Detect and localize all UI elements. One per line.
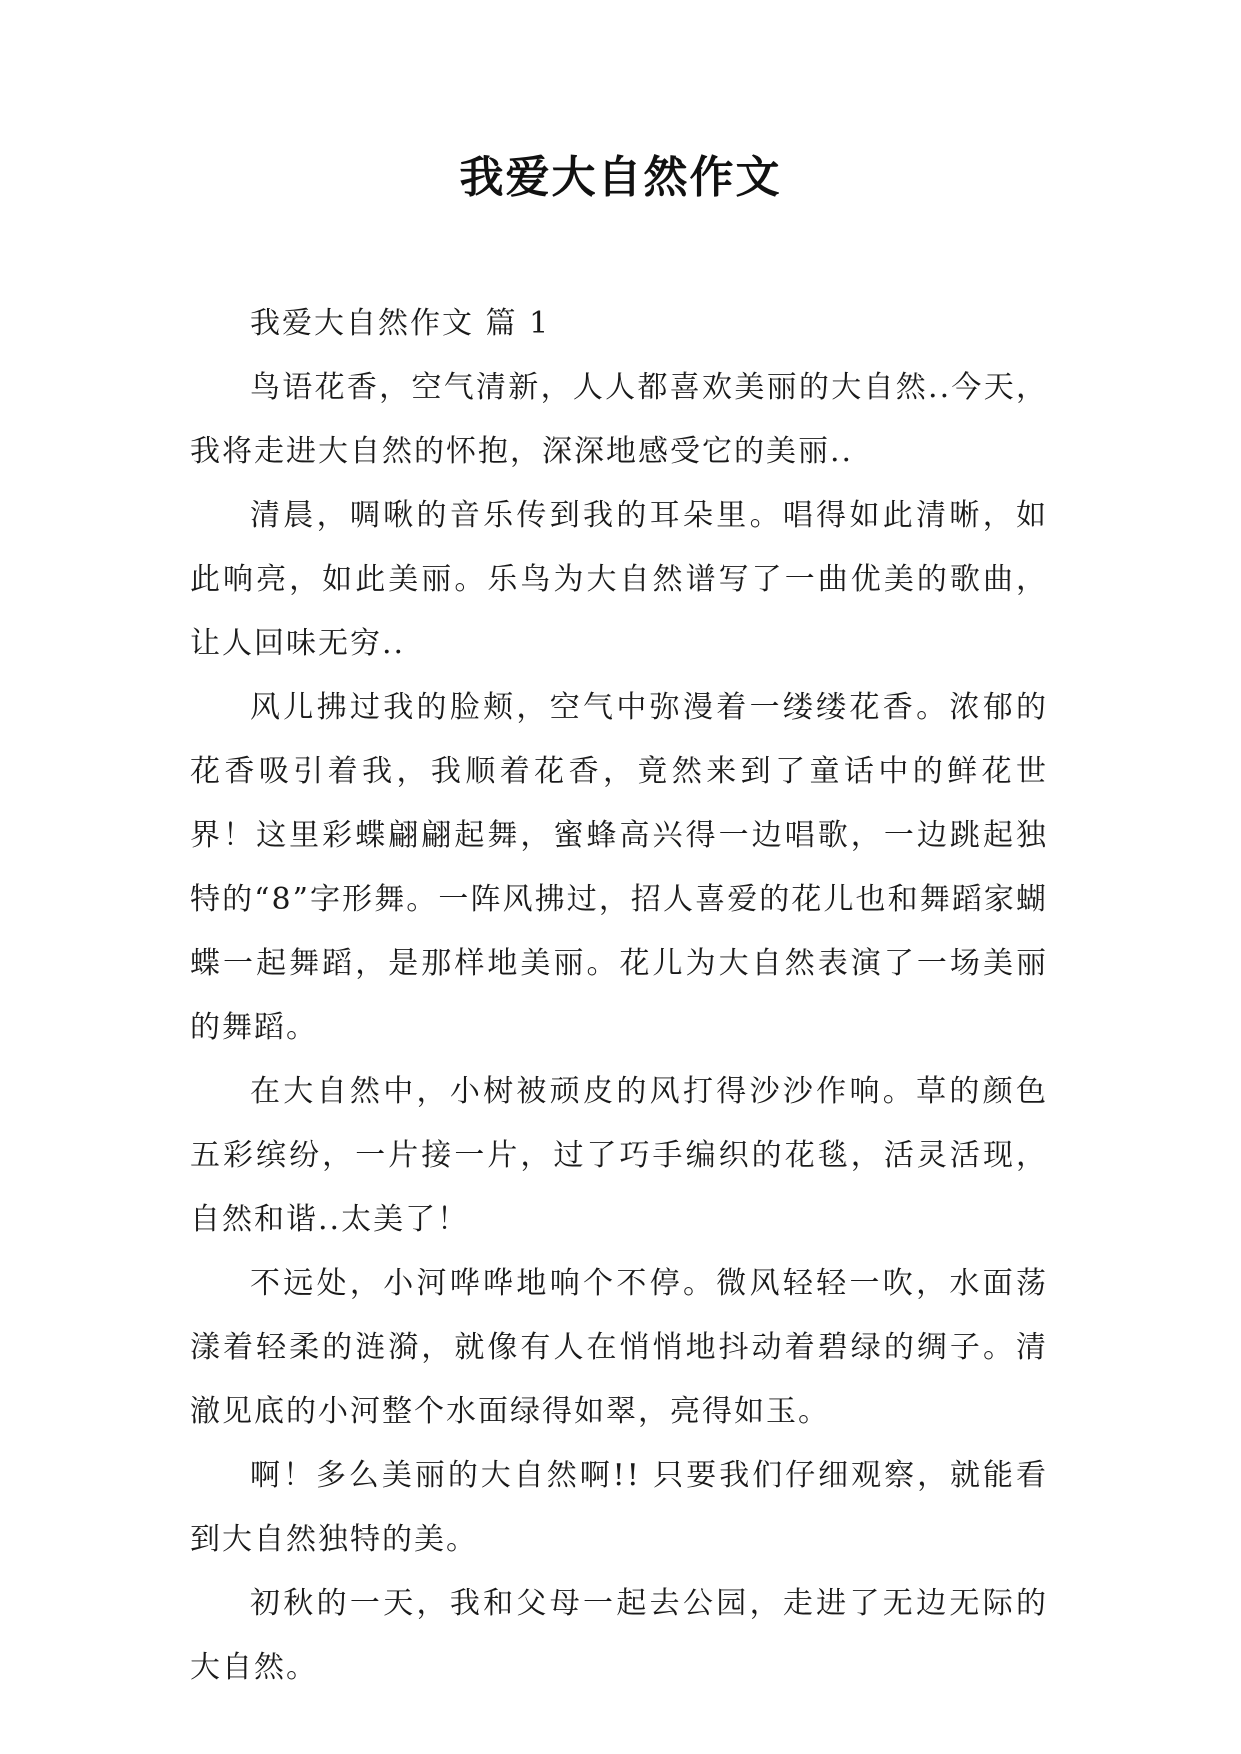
document-title: 我爱大自然作文	[459, 152, 782, 203]
paragraph: 风儿拂过我的脸颊，空气中弥漫着一缕缕花香。浓郁的花香吸引着我，我顺着花香，竟然来到了童话中的鲜花世界！这里彩蝶翩翩起舞，蜜蜂高兴得一边唱歌，一边跳起独特的“8”字形舞。一阵风拂过，招人喜爱的花儿也和舞蹈家蝴蝶一起舞蹈，是那样地美丽。花儿为大自然表演了一场美丽的舞蹈。	[190, 690, 1048, 1045]
document-body	[190, 292, 1048, 1700]
paragraph: 鸟语花香，空气清新，人人都喜欢美丽的大自然..今天，我将走进大自然的怀抱，深深地感受它的美丽..	[190, 370, 1048, 469]
paragraph: 清晨，啁啾的音乐传到我的耳朵里。唱得如此清晰，如此响亮，如此美丽。乐鸟为大自然谱写了一曲优美的歌曲，让人回味无穷..	[190, 498, 1048, 661]
paragraph: 初秋的一天，我和父母一起去公园，走进了无边无际的大自然。	[190, 1586, 1048, 1685]
paragraph: 不远处，小河哗哗地响个不停。微风轻轻一吹，水面荡漾着轻柔的涟漪，就像有人在悄悄地抖动着碧绿的绸子。清澈见底的小河整个水面绿得如翠，亮得如玉。	[190, 1266, 1048, 1429]
section-heading: 我爱大自然作文 篇 1	[250, 306, 551, 341]
paragraph: 在大自然中，小树被顽皮的风打得沙沙作响。草的颜色五彩缤纷，一片接一片，过了巧手编织的花毯，活灵活现，自然和谐..太美了！	[190, 1074, 1048, 1237]
paragraph: 啊！多么美丽的大自然啊!! 只要我们仔细观察，就能看到大自然独特的美。	[190, 1458, 1048, 1557]
